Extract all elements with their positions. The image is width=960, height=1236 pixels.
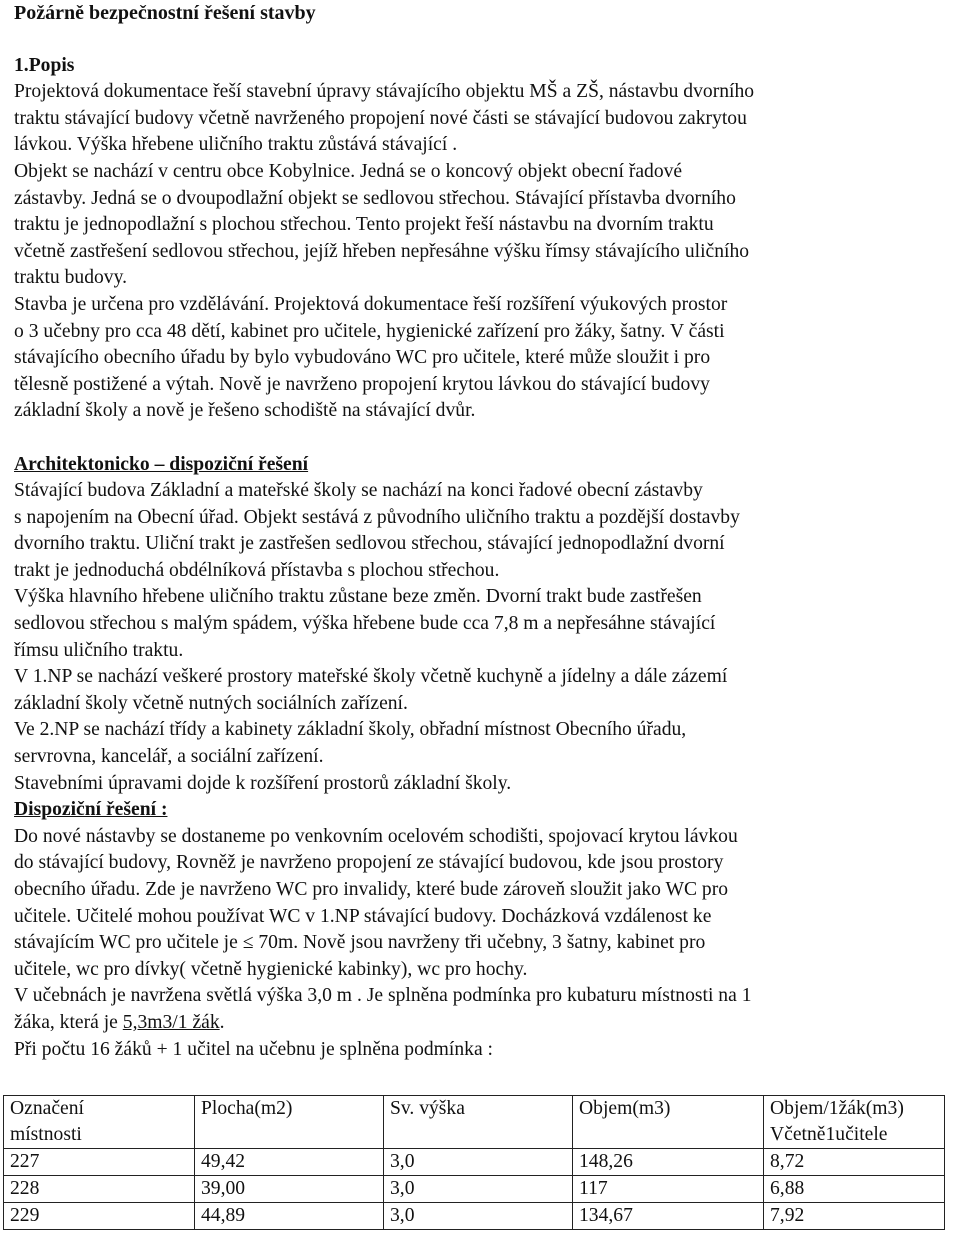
table-cell: 228 — [4, 1176, 195, 1203]
dispozicni-line: V učebnách je navržena světlá výška 3,0 m . Je splněna podmínka pro kubaturu místnosti na 1 — [14, 985, 752, 1007]
dispozicni-line: stávajícím WC pro učitele je ≤ 70m. Nově jsou navrženy tři učebny, 3 šatny, kabinet pro — [14, 932, 706, 954]
popis-line: traktu je jednopodlažní s plochou střechou. Tento projekt řeší nástavbu na dvorním traktu — [14, 214, 714, 236]
table-cell: 8,72 — [764, 1149, 945, 1176]
ratio-prefix: žáka, která je — [14, 1011, 123, 1033]
popis-line: o 3 učebny pro cca 48 dětí, kabinet pro učitele, hygienické zařízení pro žáky, šatny. V části — [14, 320, 725, 342]
architektonicko-line: servrovna, kancelář, a sociální zařízení. — [14, 746, 324, 768]
popis-line: tělesně postižené a výtah. Nově je navrženo propojení krytou lávkou do stávající budovy — [14, 373, 710, 395]
section-architektonicko — [14, 452, 949, 798]
section-heading-dispozicni: Dispoziční řešení : — [14, 799, 168, 821]
table-cell: 134,67 — [573, 1203, 764, 1230]
table-header-cell — [195, 1096, 384, 1149]
table-header-text: Objem/1žák(m3) — [770, 1098, 904, 1119]
architektonicko-line: V 1.NP se nachází veškeré prostory mateřské školy včetně kuchyně a jídelny a dále zázemí — [14, 666, 728, 688]
table-header-text: Sv. výška — [390, 1098, 465, 1119]
table-header-cell — [764, 1096, 945, 1149]
document-page — [14, 0, 949, 1063]
table-header-text — [201, 1122, 377, 1148]
architektonicko-line: Ve 2.NP se nachází třídy a kabinety základní školy, obřadní místnost Obecního úřadu, — [14, 719, 687, 741]
popis-line: Stavba je určena pro vzdělávání. Projektová dokumentace řeší rozšíření výukových prostor — [14, 293, 728, 315]
table-cell: 6,88 — [764, 1176, 945, 1203]
ratio-line — [14, 1010, 949, 1037]
ratio-suffix: . — [219, 1011, 225, 1033]
table-row — [4, 1203, 945, 1230]
table-header-text: Plocha(m2) — [201, 1098, 293, 1119]
dispozicni-line: učitele, wc pro dívky( včetně hygienické kabinky), wc pro hochy. — [14, 958, 528, 980]
popis-line: Objekt se nachází v centru obce Kobylnice. Jedná se o koncový objekt obecní řadové — [14, 160, 683, 182]
table-cell: 227 — [4, 1149, 195, 1176]
table-cell: 148,26 — [573, 1149, 764, 1176]
architektonicko-line: římsu uličního traktu. — [14, 639, 184, 661]
ratio-value: 5,3m3/1 žák — [122, 1011, 220, 1033]
table-header-cell — [573, 1096, 764, 1149]
architektonicko-line: Stávající budova Základní a mateřské školy se nachází na konci řadové obecní zástavby — [14, 480, 703, 502]
popis-line: základní školy a nově je řešeno schodiště na stávající dvůr. — [14, 400, 476, 422]
table-header-text: Včetně1učitele — [770, 1124, 888, 1145]
table-row — [4, 1176, 945, 1203]
table-cell: 3,0 — [384, 1203, 573, 1230]
table-header-cell — [4, 1096, 195, 1149]
table-header-text: Označení — [10, 1098, 84, 1119]
popis-line: traktu stávající budovy včetně navrženého propojení nové části se stávající budovou zakrytou — [14, 107, 747, 129]
popis-line: včetně zastřešení sedlovou střechou, jejíž hřeben nepřesáhne výšku římsy stávajícího uličního — [14, 240, 750, 262]
table-cell: 3,0 — [384, 1149, 573, 1176]
table-cell: 49,42 — [195, 1149, 384, 1176]
architektonicko-line: s napojením na Obecní úřad. Objekt sestává z původního uličního traktu a pozdější dostavby — [14, 506, 740, 528]
dispozicni-line: učitele. Učitelé mohou používat WC v 1.NP stávající budovy. Docházková vzdálenost ke — [14, 905, 712, 927]
section-heading-architektonicko: Architektonicko – dispoziční řešení — [14, 453, 309, 475]
architektonicko-line: sedlovou střechou s malým spádem, výška hřebene bude cca 7,8 m a nepřesáhne stávající — [14, 613, 716, 635]
table-cell: 7,92 — [764, 1203, 945, 1230]
table-cell: 3,0 — [384, 1176, 573, 1203]
dispozicni-line: do stávající budovy, Rovněž je navrženo propojení ze stávající budovou, kde jsou prostory — [14, 852, 724, 874]
dispozicni-line: Do nové nástavby se dostaneme po venkovním ocelovém schodišti, spojovací krytou lávkou — [14, 825, 738, 847]
table-cell: 117 — [573, 1176, 764, 1203]
table-header-text: místnosti — [10, 1124, 82, 1145]
table-header-cell — [384, 1096, 573, 1149]
table-header-text — [390, 1122, 566, 1148]
section-dispozicni — [14, 797, 949, 1063]
popis-line: lávkou. Výška hřebene uličního traktu zůstává stávající . — [14, 134, 458, 156]
table-header-text: Objem(m3) — [579, 1098, 671, 1119]
table-header-row — [4, 1096, 945, 1149]
room-volume-table — [3, 1095, 945, 1230]
popis-line: Projektová dokumentace řeší stavební úpravy stávajícího objektu MŠ a ZŠ, nástavbu dvorního — [14, 81, 755, 103]
table-row — [4, 1149, 945, 1176]
table-cell: 229 — [4, 1203, 195, 1230]
condition-line: Při počtu 16 žáků + 1 učitel na učebnu je splněna podmínka : — [14, 1038, 494, 1060]
popis-line: traktu budovy. — [14, 267, 128, 289]
popis-line: zástavby. Jedná se o dvoupodlažní objekt se sedlovou střechou. Stávající přístavba dvorního — [14, 187, 736, 209]
popis-line: stávajícího obecního úřadu by bylo vybudováno WC pro učitele, které může sloužit i pro — [14, 347, 711, 369]
table-cell: 44,89 — [195, 1203, 384, 1230]
architektonicko-line: Výška hlavního hřebene uličního traktu zůstane beze změn. Dvorní trakt bude zastřešen — [14, 586, 702, 608]
dispozicni-line: obecního úřadu. Zde je navrženo WC pro invalidy, které bude zároveň sloužit jako WC pro — [14, 879, 729, 900]
architektonicko-line: Stavebními úpravami dojde k rozšíření prostorů základní školy. — [14, 772, 512, 794]
section-heading-popis: 1.Popis — [14, 54, 75, 76]
document-title: Požárně bezpečnostní řešení stavby — [14, 2, 316, 24]
architektonicko-line: trakt je jednoduchá obdélníková přístavba s plochou střechou. — [14, 559, 500, 581]
architektonicko-line: dvorního traktu. Uliční trakt je zastřešen sedlovou střechou, stávající jednopodlažní dvorní — [14, 533, 725, 555]
table-header-text — [579, 1122, 757, 1148]
section-popis — [14, 53, 949, 425]
table-cell: 39,00 — [195, 1176, 384, 1203]
architektonicko-line: základní školy včetně nutných sociálních zařízení. — [14, 692, 408, 714]
